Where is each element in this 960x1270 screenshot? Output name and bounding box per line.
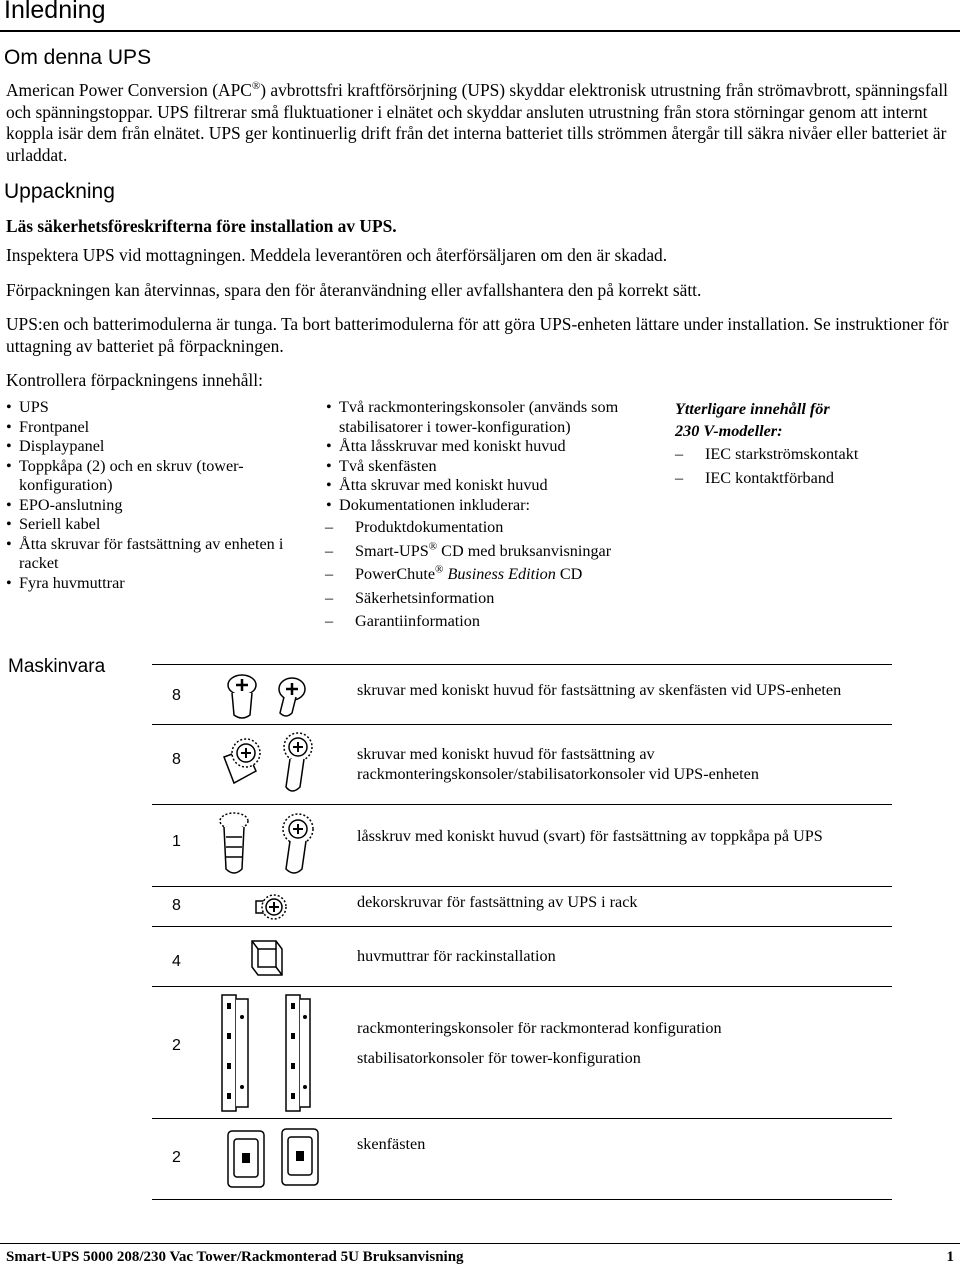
page-title: Inledning [4,0,106,24]
cage-nut-icon [242,933,292,983]
list-item: – IEC kontaktförband [675,467,945,491]
about-paragraph [6,80,956,166]
list-item: – Säkerhetsinformation [325,587,665,611]
extra-contents-list [675,443,945,490]
rack-bracket-desc: rackmonteringskonsoler för rackmonterad konfiguration [357,1019,722,1037]
list-item: – Garantiinformation [325,610,665,634]
list-item: • Åtta skruvar med koniskt huvud [325,476,660,496]
unpacking-p3: Förpackningen kan återvinnas, spara den för återanvändning eller avfallshantera den på korrekt sätt. [6,280,702,300]
title-rule [0,30,960,32]
documentation-list [325,516,665,634]
unpacking-heading: Uppackning [4,180,115,203]
footer-text: Smart-UPS 5000 208/230 Vac Tower/Rackmonterad 5U Bruksanvisning [6,1249,464,1265]
list-item: • Displaypanel [5,437,315,457]
list-item: – Produktdokumentation [325,516,665,540]
list-item: • EPO-anslutning [5,496,315,516]
list-item: • Åtta skruvar för fastsättning av enheten i racket [5,535,315,574]
lock-screw-icon [212,807,322,883]
rack-bracket-icon [212,993,322,1117]
table-row: 2 rackmonteringskonsoler för rackmonterad konfiguration stabilisatorkonsoler för tower-konfiguration [152,986,892,1119]
list-item: • Dokumentationen inkluderar: [325,496,660,516]
page-number: 1 [946,1249,954,1265]
about-text-start: American Power Conversion (APC [6,80,252,100]
decor-screw-icon [252,891,292,923]
unpacking-p4: UPS:en och batterimodulerna är tunga. Ta bort batterimodulerna för att göra UPS-enheten lättare under installation. Se instruktioner för uttagning av batteriet på förpackningen. [6,314,949,356]
table-row: 8 skruvar med koniskt huvud för fastsättning av skenfästen vid UPS-enheten [152,664,892,725]
extra-contents-heading: Ytterligare innehåll för 230 V-modeller: [675,400,830,440]
contents-list-2 [325,398,660,515]
about-heading: Om denna UPS [4,46,152,69]
list-item: • Frontpanel [5,418,315,438]
unpacking-p5: Kontrollera förpackningens innehåll: [6,370,263,390]
list-item: – IEC starkströmskontakt [675,443,945,467]
table-row: 2 skenfästen [152,1118,892,1200]
table-row: 4 huvmuttrar för rackinstallation [152,926,892,987]
list-item: • Fyra huvmuttrar [5,574,315,594]
list-item: • Seriell kabel [5,515,315,535]
list-item: • Toppkåpa (2) och en skruv (tower-konfiguration) [5,457,315,496]
safety-note: Läs säkerhetsföreskrifterna före installation av UPS. [6,216,397,236]
registered-mark: ® [428,540,438,553]
table-row: 8 dekorskruvar för fastsättning av UPS i rack [152,886,892,927]
footer-rule [0,1243,960,1244]
contents-list-1 [5,398,315,593]
table-row: 8 skruvar med koniskt huvud för fastsättning av rackmonteringskonsoler/stabilisatorkonsoler vid UPS-enheten [152,724,892,805]
list-item: • UPS [5,398,315,418]
about-text-rest: ) avbrottsfri kraftförsörjning (UPS) skyddar elektronisk utrustning från strömavbrott, spänningsfall och spänningstoppar. UPS filtrerar små fluktuationer i elnätet och skyddar ansluten utrustning från stora störningar genom att internt koppla isär dem från elnätet. UPS ger kontinuerlig drift från det interna batteriet tills strömmen återgår till säkra nivåer eller batteriet är urladdat. [6,80,948,165]
unpacking-p1 [6,216,956,238]
rail-bracket-icon [212,1125,322,1191]
registered-mark: ® [251,80,261,93]
list-item: – PowerChute® Business Edition CD [325,563,665,587]
cone-head-screw-icon [212,667,312,723]
list-item: • Två rackmonteringskonsoler (används som stabilisatorer i tower-konfiguration) [325,398,660,437]
hardware-heading: Maskinvara [8,656,106,677]
stabilizer-bracket-desc: stabilisatorkonsoler för tower-konfiguration [357,1048,641,1067]
unpacking-p2: Inspektera UPS vid mottagningen. Meddela leverantören och återförsäljaren om den är skadad. [6,245,668,265]
cone-head-screw-washer-icon [212,727,322,801]
hardware-table [152,664,892,1199]
list-item: – Smart-UPS® CD med bruksanvisningar [325,540,665,564]
list-item: • Åtta låsskruvar med koniskt huvud [325,437,660,457]
table-row: 1 låsskruv med koniskt huvud (svart) för fastsättning av toppkåpa på UPS [152,804,892,887]
registered-mark: ® [435,563,444,576]
list-item: • Två skenfästen [325,457,660,477]
